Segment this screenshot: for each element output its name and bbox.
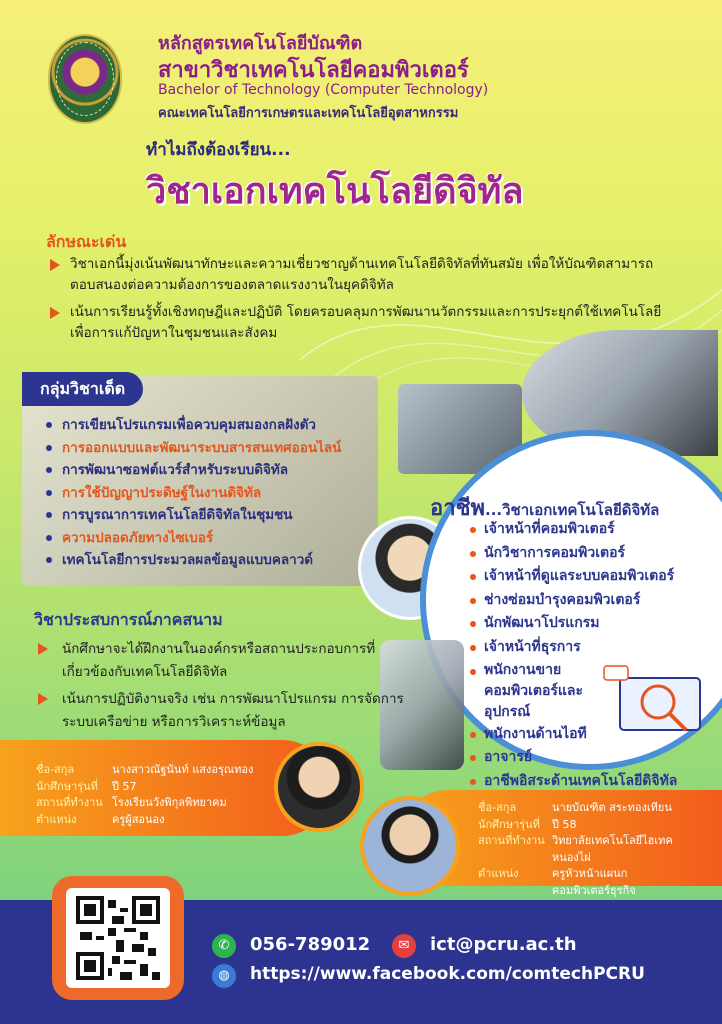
- career-item: เจ้าหน้าที่คอมพิวเตอร์: [468, 518, 677, 542]
- alumni-1-position: ครูผู้สอนอง: [112, 812, 165, 826]
- qr-code-icon[interactable]: [74, 896, 162, 980]
- subject-item: เทคโนโลยีการประมวลผลข้อมูลแบบคลาวด์: [44, 549, 341, 572]
- career-item: พนักงานขายคอมพิวเตอร์และอุปกรณ์: [468, 660, 628, 723]
- careers-title-sub: ...วิชาเอกเทคโนโลยีดิจิทัล: [485, 501, 660, 519]
- subject-item: การใช้ปัญญาประดิษฐ์ในงานดิจิทัล: [44, 482, 341, 505]
- analytics-illustration-icon: [600, 660, 710, 750]
- highlight-item: เน้นการเรียนรู้ทั้งเชิงทฤษฎีและปฏิบัติ โดยครอบคลุมการพัฒนานวัตกรรมและการประยุกต์ใช้เทคโนโลยีเพื่อการแก้ปัญหาในชุมชนและสังคม: [48, 302, 678, 344]
- english-program-name: Bachelor of Technology (Computer Technology): [158, 82, 489, 98]
- highlight-item: วิชาเอกนี้มุ่งเน้นพัฒนาทักษะและความเชี่ยวชาญด้านเทคโนโลยีดิจิทัลที่ทันสมัย เพื่อให้บัณฑิตสามารถตอบสนองต่อความต้องการของตลาดแรงงานในยุคดิจิทัล: [48, 254, 678, 296]
- alumni-2-position-label: ตำแหน่ง: [478, 867, 519, 880]
- alumni-2-year: ปี 58: [552, 817, 577, 831]
- major-name: สาขาวิชาเทคโนโลยีคอมพิวเตอร์: [158, 58, 469, 83]
- alumni-1-name-label: ชื่อ-สกุล: [36, 763, 75, 776]
- headline-question: ทำไมถึงต้องเรียน...: [146, 140, 291, 160]
- alumni-1-year-label: นักศึกษารุ่นที่: [36, 779, 98, 793]
- alumni-2-name: นายบัณฑิต สระทองเทียน: [552, 801, 672, 814]
- subject-item: การออกแบบและพัฒนาระบบสารสนเทศออนไลน์: [44, 437, 341, 460]
- alumni-1-info: [36, 762, 253, 828]
- phone-icon: ✆: [212, 934, 236, 958]
- field-item: เน้นการปฏิบัติงานจริง เช่น การพัฒนาโปรแกรม การจัดการระบบเครือข่าย หรือการวิเคราะห์ข้อมูล: [36, 688, 406, 734]
- subject-item: การพัฒนาซอฟต์แวร์สำหรับระบบดิจิทัล: [44, 459, 341, 482]
- alumni-1-work: โรงเรียนวังพิกุลพิทยาคม: [112, 796, 227, 809]
- alumni-2-year-label: นักศึกษารุ่นที่: [478, 817, 540, 831]
- careers-list: [468, 518, 677, 793]
- career-item: นักวิชาการคอมพิวเตอร์: [468, 542, 677, 566]
- key-subjects-title: กลุ่มวิชาเด็ด: [22, 372, 143, 406]
- subject-item: การเขียนโปรแกรมเพื่อควบคุมสมองกลฝังตัว: [44, 414, 341, 437]
- career-item: ช่างซ่อมบำรุงคอมพิวเตอร์: [468, 589, 677, 613]
- alumni-male-photo: [360, 796, 460, 896]
- field-item: นักศึกษาจะได้ฝึกงานในองค์กรหรือสถานประกอบการที่เกี่ยวข้องกับเทคโนโลยีดิจิทัล: [36, 638, 406, 684]
- key-subjects-list: [44, 414, 341, 572]
- alumni-1-position-label: ตำแหน่ง: [36, 812, 77, 826]
- alumni-2-name-label: ชื่อ-สกุล: [478, 801, 517, 814]
- career-item: เจ้าหน้าที่ดูแลระบบคอมพิวเตอร์: [468, 565, 677, 589]
- subject-item: การบูรณาการเทคโนโลยีดิจิทัลในชุมชน: [44, 504, 341, 527]
- program-name: หลักสูตรเทคโนโลยีบัณฑิต: [158, 33, 363, 54]
- mail-icon: ✉: [392, 934, 416, 958]
- alumni-1-work-label: สถานที่ทำงาน: [36, 796, 103, 809]
- faculty-name: คณะเทคโนโลยีการเกษตรและเทคโนโลยีอุตสาหกรรม: [158, 106, 459, 121]
- alumni-1-year: ปี 57: [112, 779, 137, 793]
- facebook-link[interactable]: https://www.facebook.com/comtechPCRU: [250, 964, 645, 984]
- highlights-list: [48, 254, 678, 344]
- alumni-2-work-label: สถานที่ทำงาน: [478, 834, 545, 847]
- page-title: วิชาเอกเทคโนโลยีดิจิทัล: [146, 171, 524, 212]
- career-item: พนักงานด้านไอที: [468, 723, 677, 747]
- subject-item: ความปลอดภัยทางไซเบอร์: [44, 527, 341, 550]
- career-item: เจ้าหน้าที่ธุรการ: [468, 636, 677, 660]
- globe-icon: ◍: [212, 964, 236, 988]
- phone-number[interactable]: 056-789012: [250, 934, 371, 955]
- email-link[interactable]: ict@pcru.ac.th: [430, 934, 577, 955]
- alumni-2-info: [478, 800, 682, 899]
- careers-title-main: อาชีพ: [430, 496, 485, 521]
- career-item: อาจารย์: [468, 746, 677, 770]
- alumni-1-name: นางสาวณัฐนันท์ แสงอรุณทอง: [112, 763, 254, 776]
- highlights-title: ลักษณะเด่น: [46, 232, 127, 251]
- university-seal-icon: [48, 34, 122, 124]
- career-item: นักพัฒนาโปรแกรม: [468, 612, 677, 636]
- field-experience-list: [36, 638, 406, 734]
- career-item: อาชีพอิสระด้านเทคโนโลยีดิจิทัล: [468, 770, 677, 794]
- alumni-female-photo: [274, 742, 364, 832]
- header: [40, 18, 680, 128]
- alumni-2-position: ครูหัวหน้าแผนกคอมพิวเตอร์ธุรกิจ: [552, 867, 636, 897]
- field-experience-title: วิชาประสบการณ์ภาคสนาม: [34, 610, 223, 629]
- alumni-2-work: วิทยาลัยเทคโนโลยีไฮเทคหนองไผ่: [552, 834, 673, 864]
